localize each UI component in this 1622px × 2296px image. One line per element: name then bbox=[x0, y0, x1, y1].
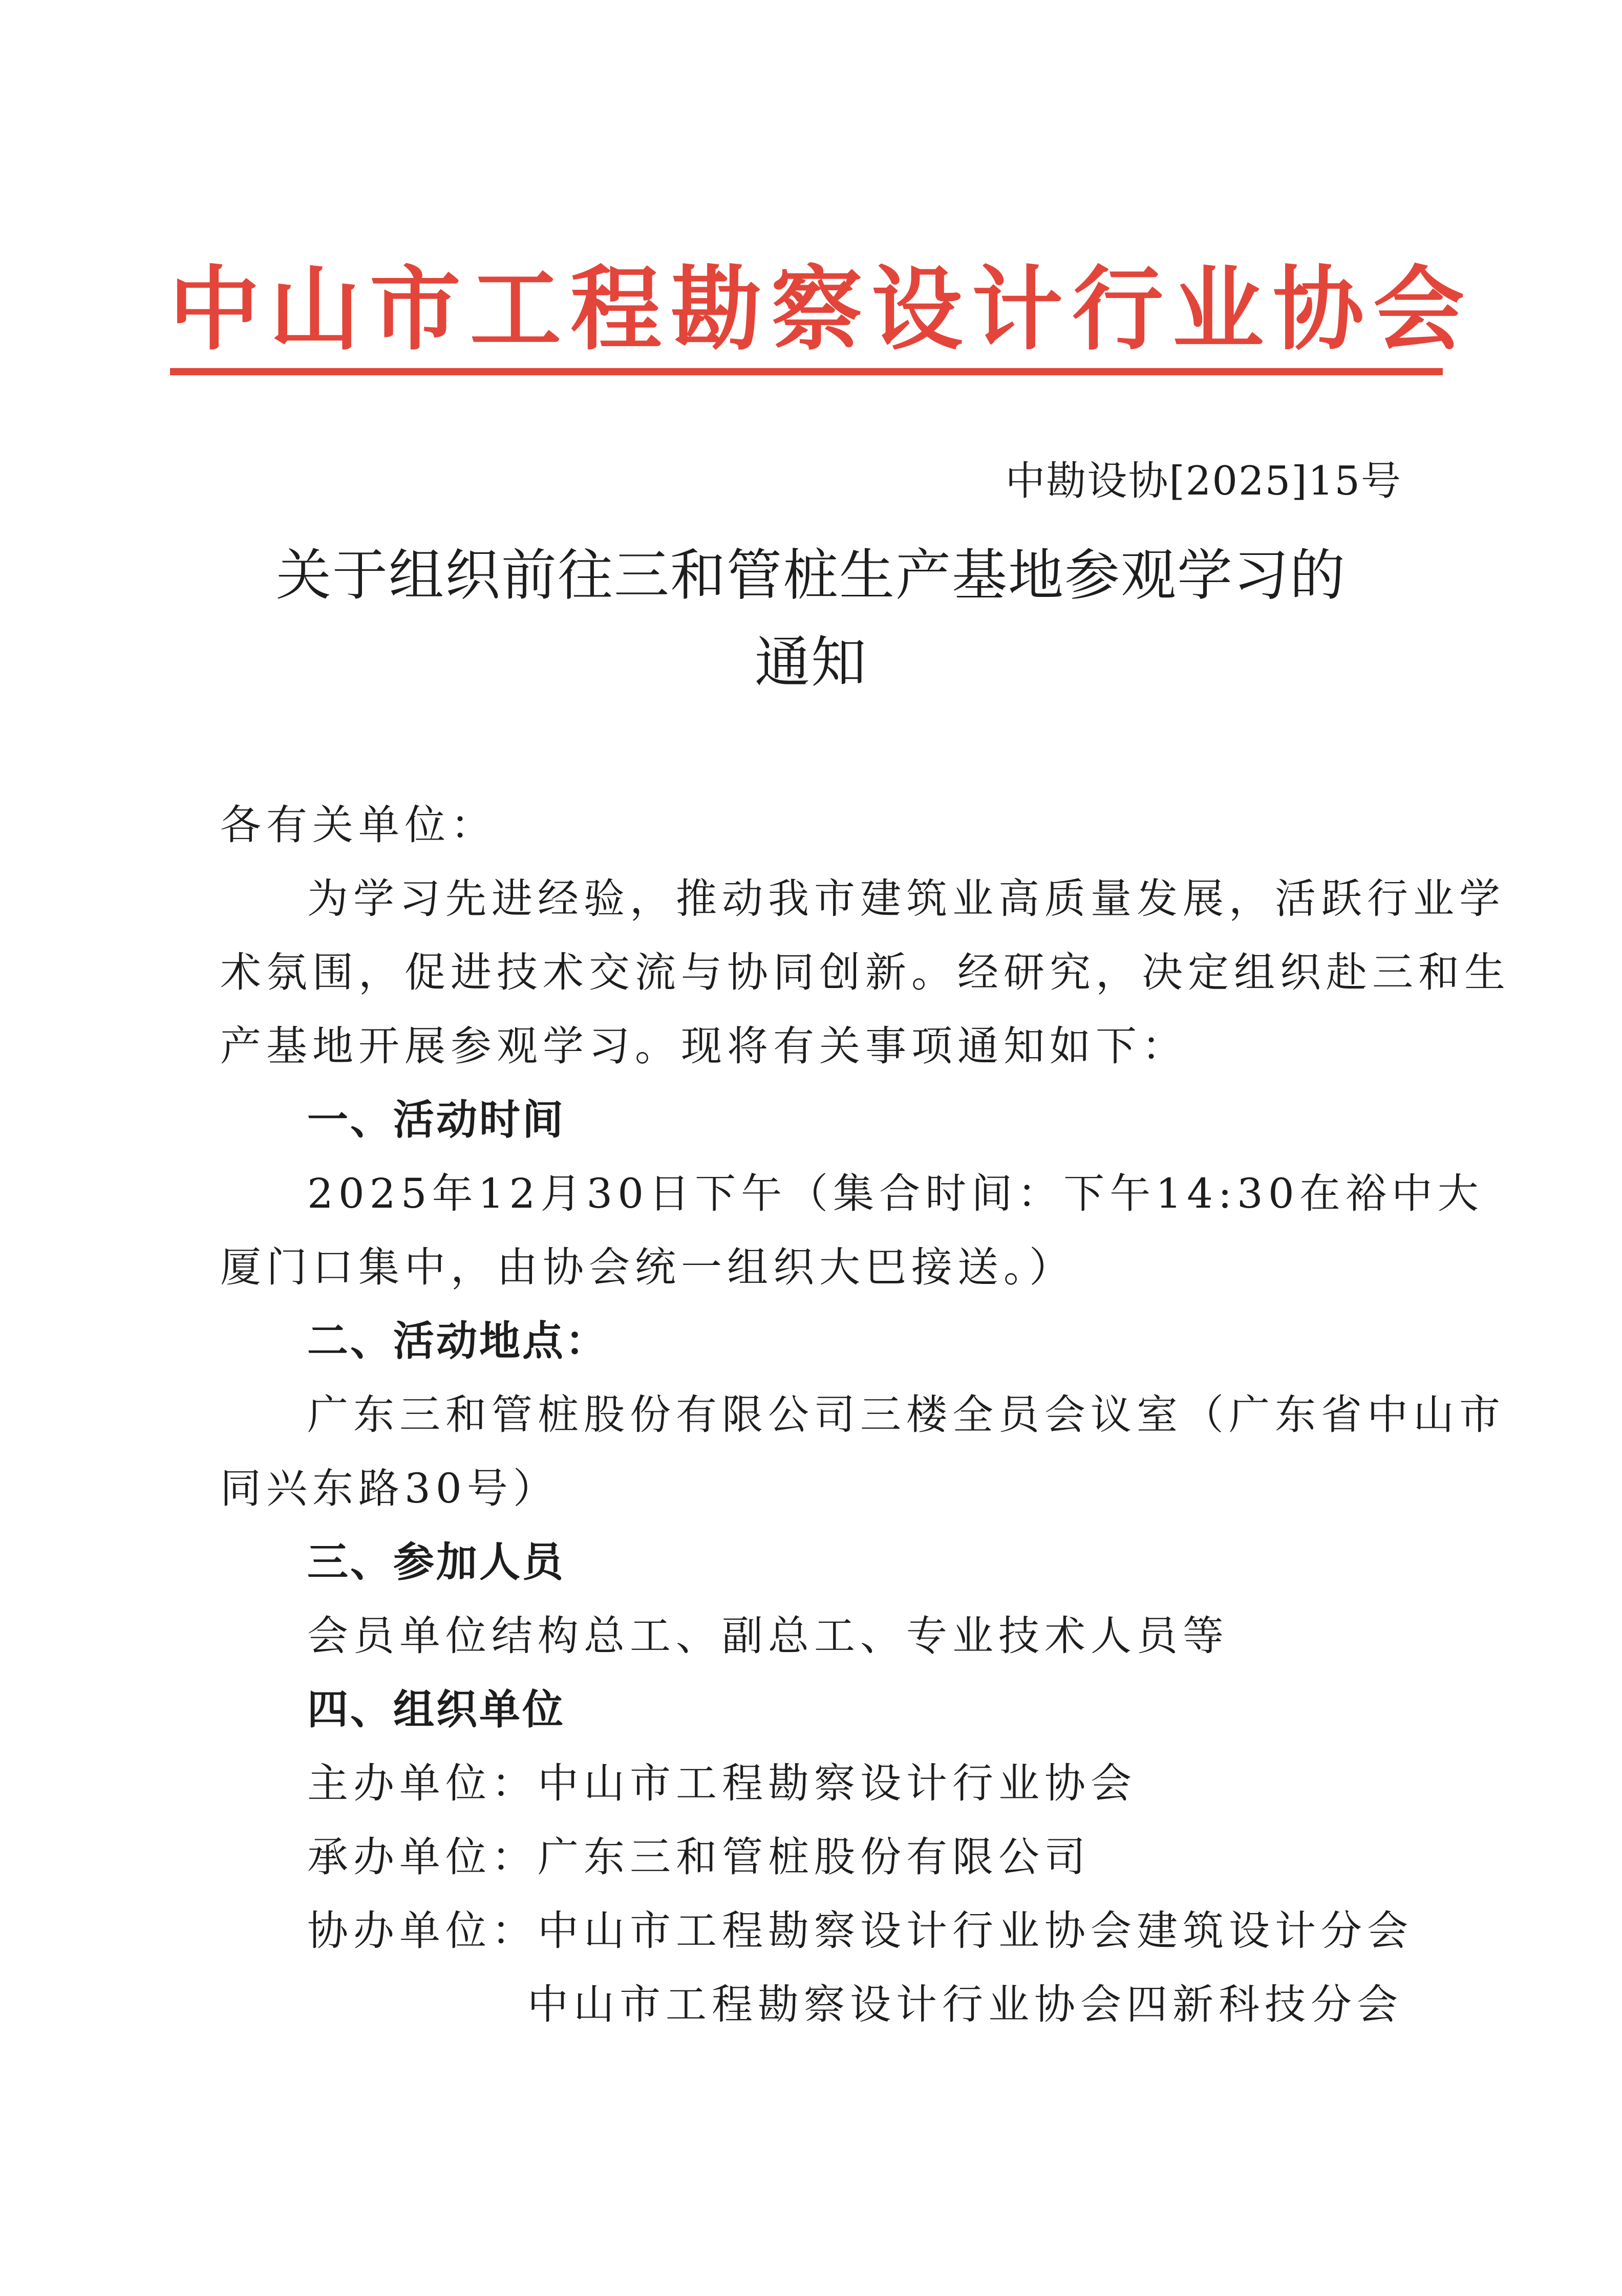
section-location-line-1: 广东三和管桩股份有限公司三楼全员会议室（广东省中山市 bbox=[307, 1391, 1505, 1439]
section-location-line-2: 同兴东路30号） bbox=[220, 1465, 559, 1512]
section-participants-heading: 三、参加人员 bbox=[307, 1538, 565, 1586]
letterhead-red-rule bbox=[170, 368, 1443, 375]
organizer-co-organizer-1: 协办单位：中山市工程勘察设计行业协会建筑设计分会 bbox=[307, 1907, 1413, 1955]
salutation: 各有关单位： bbox=[220, 801, 497, 849]
letterhead-org-name: 中山市工程勘察设计行业协会 bbox=[169, 256, 1474, 362]
section-location-heading: 二、活动地点： bbox=[307, 1317, 608, 1365]
organizer-undertaker: 承办单位：广东三和管桩股份有限公司 bbox=[307, 1833, 1091, 1881]
document-title-line-1: 关于组织前往三和管桩生产基地参观学习的 bbox=[275, 544, 1346, 608]
document-title bbox=[154, 532, 1468, 706]
section-time-heading: 一、活动时间 bbox=[307, 1096, 565, 1144]
organizer-host: 主办单位：中山市工程勘察设计行业协会 bbox=[307, 1759, 1137, 1807]
intro-line-2: 术氛围，促进技术交流与协同创新。经研究，决定组织赴三和生 bbox=[220, 949, 1510, 996]
organizer-co-organizer-2: 中山市工程勘察设计行业协会四新科技分会 bbox=[527, 1981, 1403, 2028]
section-time-line-2: 厦门口集中，由协会统一组织大巴接送。） bbox=[220, 1243, 1075, 1291]
document-title-line-2: 通知 bbox=[754, 631, 867, 695]
section-participants-line-1: 会员单位结构总工、副总工、专业技术人员等 bbox=[307, 1612, 1229, 1660]
intro-line-1: 为学习先进经验，推动我市建筑业高质量发展，活跃行业学 bbox=[307, 875, 1505, 922]
section-organizers-heading: 四、组织单位 bbox=[307, 1686, 565, 1733]
intro-line-3: 产基地开展参观学习。现将有关事项通知如下： bbox=[220, 1022, 1188, 1070]
document-number: 中勘设协[2025]15号 bbox=[1005, 458, 1402, 504]
section-time-line-1: 2025年12月30日下午（集合时间：下午14:30在裕中大 bbox=[307, 1170, 1484, 1217]
